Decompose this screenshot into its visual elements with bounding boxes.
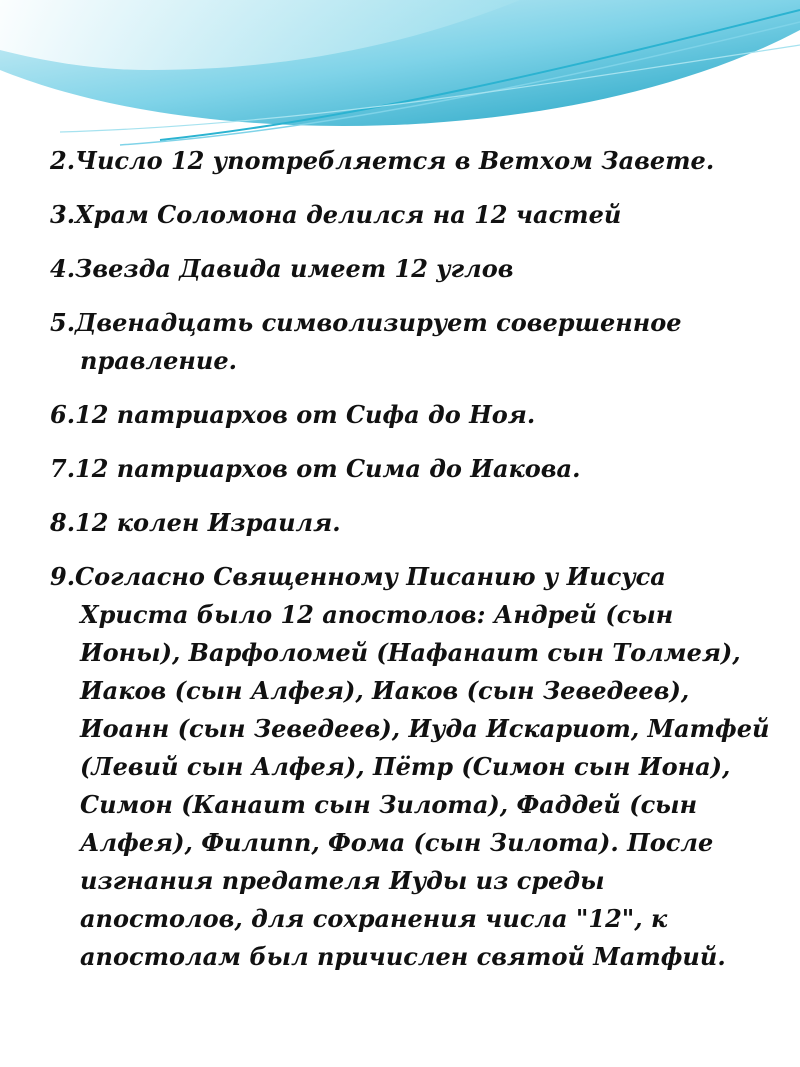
list-item: 8.12 колен Израиля. bbox=[50, 508, 341, 537]
slide-content bbox=[50, 142, 770, 992]
wave-header-decoration bbox=[0, 0, 800, 150]
list-item: 2.Число 12 употребляется в Ветхом Завете. bbox=[50, 146, 715, 175]
list-item: 3.Храм Соломона делился на 12 частей bbox=[50, 200, 622, 229]
list-item: 7.12 патриархов от Сима до Иакова. bbox=[50, 454, 581, 483]
list-item: 5.Двенадцать символизирует совершенное правление. bbox=[50, 308, 682, 375]
list-item: 9.Согласно Священному Писанию у Иисуса Христа было 12 апостолов: Андрей (сын Ионы), Варфоломей (Нафанаит сын Толмея), Иаков (сын Алфея), Иаков (сын Зеведеев), Иоанн (сын Зеведеев), Иуда Искариот, Матфей (Левий сын Алфея), Пётр (Симон сын Иона), Симон (Канаит сын Зилота), Фаддей (сын Алфея), Филипп, Фома (сын Зилота). После изгнания предателя Иуды из среды апостолов, для сохранения числа "12", к апостолам был причислен святой Матфий. bbox=[50, 562, 770, 971]
list-item: 4.Звезда Давида имеет 12 углов bbox=[50, 254, 514, 283]
list-item: 6.12 патриархов от Сифа до Ноя. bbox=[50, 400, 536, 429]
